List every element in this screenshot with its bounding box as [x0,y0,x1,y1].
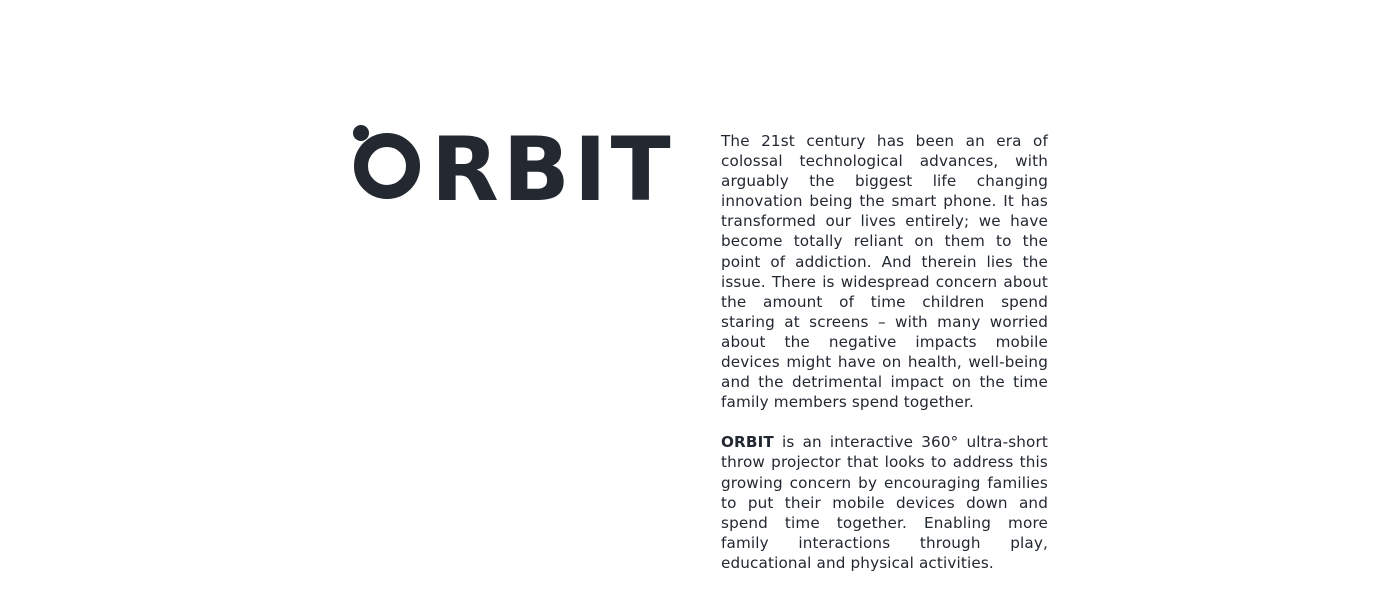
description-text [721,131,1048,573]
product-description: is an interactive 360° ultra-short throw projector that looks to address this growing concern by encouraging families to put their mobile devices down and spend time together. Enabling more family interactions through play, educational and physical activities. [721,433,1048,572]
orbit-logo [350,118,690,208]
intro-paragraph: The 21st century has been an era of colossal technological advances, with arguably the biggest life changing innovation being the smart phone. It has transformed our lives entirely; we have become totally reliant on them to the point of addiction. And therein lies the issue. There is widespread concern about the amount of time children spend staring at screens – with many worried about the negative impacts mobile devices might have on health, well-being and the detrimental impact on the time family members spend together. [721,132,1048,412]
product-name: ORBIT [721,433,774,452]
product-paragraph [721,432,1048,573]
svg-text:RBIT: RBIT [431,118,675,208]
